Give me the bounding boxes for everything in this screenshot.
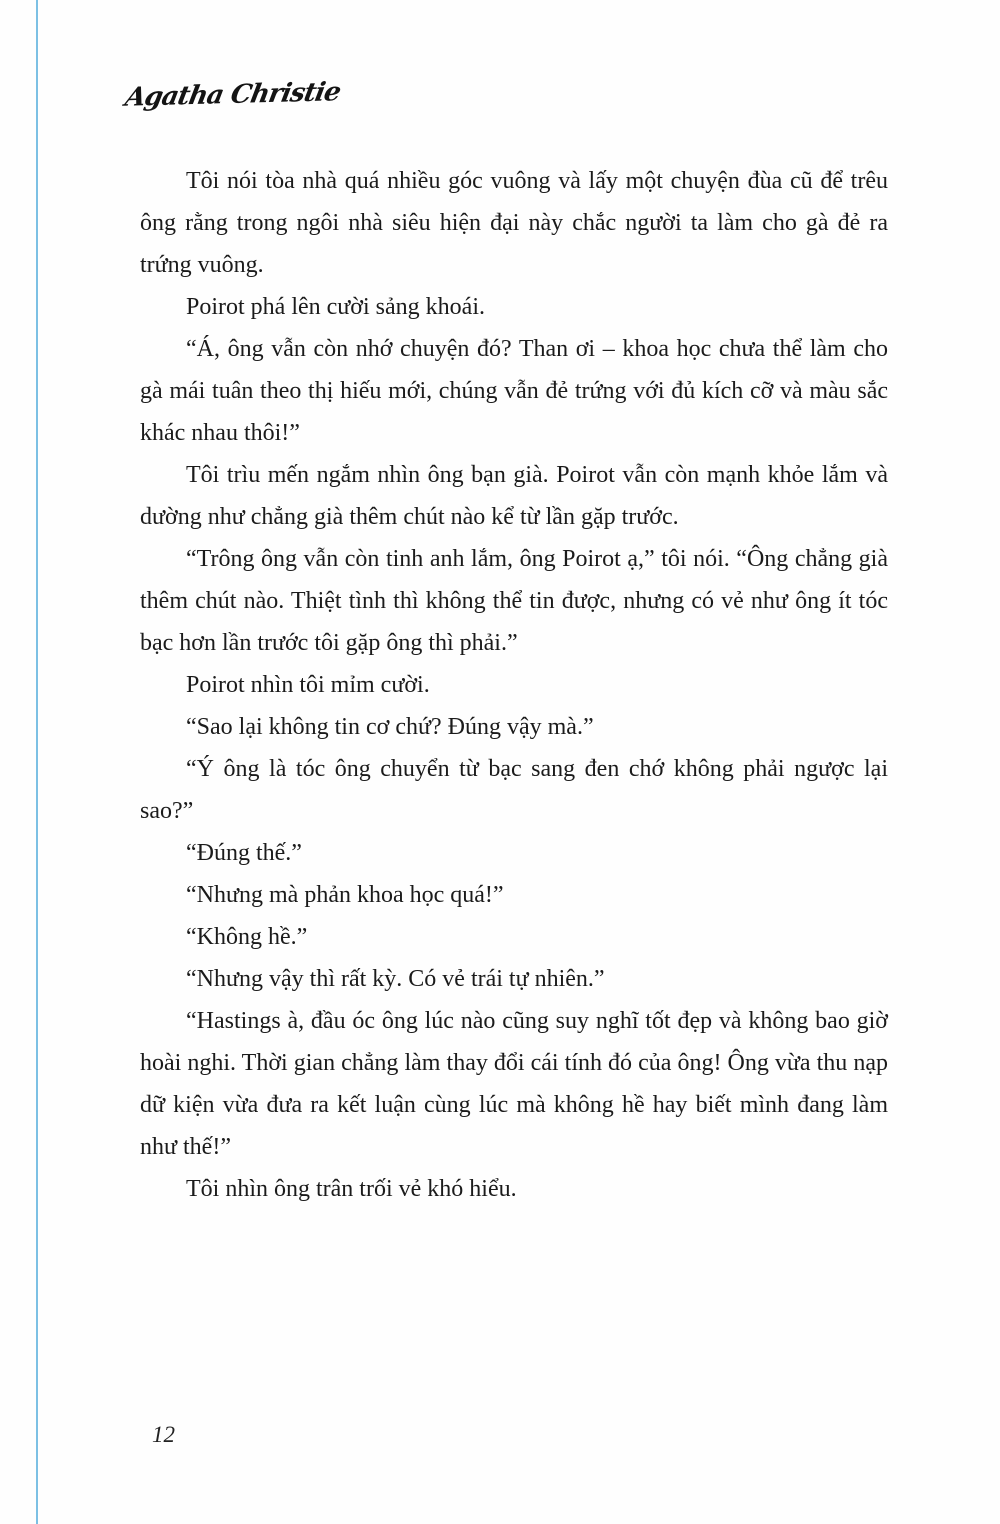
paragraph: “Ý ông là tóc ông chuyển từ bạc sang đen chớ không phải ngược lại sao?” — [140, 756, 888, 824]
paragraph: “Trông ông vẫn còn tinh anh lắm, ông Poirot ạ,” tôi nói. “Ông chẳng già thêm chút nào. Thiệt tình thì không thể tin được, nhưng có vẻ như ông ít tóc bạc hơn lần trước tôi gặp ông thì phải.” — [140, 546, 888, 656]
paragraph: “Sao lại không tin cơ chứ? Đúng vậy mà.” — [186, 714, 594, 740]
author-signature: Agatha Christie — [122, 77, 343, 113]
paragraph: Tôi trìu mến ngắm nhìn ông bạn già. Poirot vẫn còn mạnh khỏe lắm và dường như chẳng già thêm chút nào kể từ lần gặp trước. — [140, 462, 888, 530]
paragraph: “Nhưng vậy thì rất kỳ. Có vẻ trái tự nhiên.” — [186, 966, 605, 992]
page-body — [140, 160, 888, 1210]
paragraph: “Không hề.” — [186, 924, 308, 950]
paragraph: Tôi nói tòa nhà quá nhiều góc vuông và lấy một chuyện đùa cũ để trêu ông rằng trong ngôi nhà siêu hiện đại này chắc người ta làm cho gà đẻ ra trứng vuông. — [140, 168, 888, 278]
paragraph: “Nhưng mà phản khoa học quá!” — [186, 882, 504, 908]
page-number: 12 — [152, 1422, 175, 1447]
paragraph: “Á, ông vẫn còn nhớ chuyện đó? Than ơi – khoa học chưa thể làm cho gà mái tuân theo thị hiếu mới, chúng vẫn đẻ trứng với đủ kích cỡ và màu sắc khác nhau thôi!” — [140, 336, 888, 446]
page-edge-line — [36, 0, 38, 1524]
paragraph: Tôi nhìn ông trân trối vẻ khó hiểu. — [186, 1176, 517, 1202]
paragraph: “Hastings à, đầu óc ông lúc nào cũng suy nghĩ tốt đẹp và không bao giờ hoài nghi. Thời gian chẳng làm thay đổi cái tính đó của ông! Ông vừa thu nạp dữ kiện vừa đưa ra kết luận cùng lúc mà không hề hay biết mình đang làm như thế!” — [140, 1008, 888, 1160]
paragraph: Poirot phá lên cười sảng khoái. — [186, 294, 485, 320]
paragraph: “Đúng thế.” — [186, 840, 302, 866]
paragraph: Poirot nhìn tôi mỉm cười. — [186, 672, 430, 698]
